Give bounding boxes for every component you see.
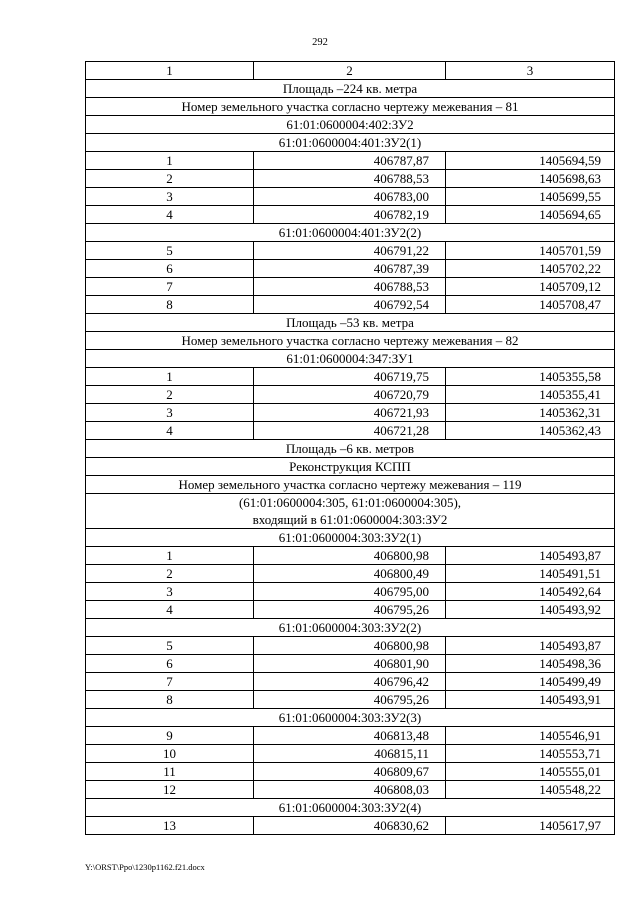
y-coordinate-cell: 1405493,87	[446, 637, 615, 655]
y-coordinate-cell: 1405694,65	[446, 206, 615, 224]
point-number-cell: 7	[86, 278, 254, 296]
table-row	[86, 260, 615, 278]
table-row	[86, 745, 615, 763]
table-row	[86, 763, 615, 781]
section-heading-row	[86, 440, 615, 458]
page-number: 292	[312, 37, 328, 48]
x-coordinate-cell: 406787,87	[254, 152, 446, 170]
x-coordinate-cell: 406795,26	[254, 601, 446, 619]
section-heading-cell: Номер земельного участка согласно чертежу межевания – 81	[86, 98, 615, 116]
point-number-cell: 4	[86, 601, 254, 619]
y-coordinate-cell: 1405492,64	[446, 583, 615, 601]
point-number-cell: 8	[86, 296, 254, 314]
y-coordinate-cell: 1405548,22	[446, 781, 615, 799]
coordinates-table	[85, 61, 615, 835]
x-coordinate-cell: 406788,53	[254, 278, 446, 296]
point-number-cell: 2	[86, 386, 254, 404]
x-coordinate-cell: 406721,93	[254, 404, 446, 422]
x-coordinate-cell: 406813,48	[254, 727, 446, 745]
point-number-cell: 6	[86, 260, 254, 278]
y-coordinate-cell: 1405362,31	[446, 404, 615, 422]
section-heading-cell: Реконструкция КСПП	[86, 458, 615, 476]
table-row	[86, 691, 615, 709]
section-heading-row	[86, 224, 615, 242]
x-coordinate-cell: 406801,90	[254, 655, 446, 673]
column-header-3: 3	[446, 62, 615, 80]
point-number-cell: 7	[86, 673, 254, 691]
section-heading-row	[86, 116, 615, 134]
point-number-cell: 1	[86, 152, 254, 170]
section-heading-row	[86, 709, 615, 727]
x-coordinate-cell: 406792,54	[254, 296, 446, 314]
section-heading-cell: 61:01:0600004:401:ЗУ2(2)	[86, 224, 615, 242]
y-coordinate-cell: 1405355,41	[446, 386, 615, 404]
y-coordinate-cell: 1405499,49	[446, 673, 615, 691]
table-row	[86, 152, 615, 170]
table-row	[86, 206, 615, 224]
section-heading-row	[86, 332, 615, 350]
y-coordinate-cell: 1405546,91	[446, 727, 615, 745]
section-heading-row	[86, 80, 615, 98]
section-heading-cell: Площадь –224 кв. метра	[86, 80, 615, 98]
table-row	[86, 547, 615, 565]
section-heading-cell: 61:01:0600004:303:ЗУ2(4)	[86, 799, 615, 817]
y-coordinate-cell: 1405362,43	[446, 422, 615, 440]
point-number-cell: 6	[86, 655, 254, 673]
section-heading-row	[86, 314, 615, 332]
point-number-cell: 5	[86, 242, 254, 260]
point-number-cell: 1	[86, 547, 254, 565]
section-heading-cell: 61:01:0600004:303:ЗУ2(3)	[86, 709, 615, 727]
y-coordinate-cell: 1405701,59	[446, 242, 615, 260]
table-row	[86, 188, 615, 206]
x-coordinate-cell: 406808,03	[254, 781, 446, 799]
table-row	[86, 242, 615, 260]
table-row	[86, 386, 615, 404]
section-heading-cell: 61:01:0600004:303:ЗУ2(2)	[86, 619, 615, 637]
y-coordinate-cell: 1405493,92	[446, 601, 615, 619]
point-number-cell: 13	[86, 817, 254, 835]
section-heading-row	[86, 529, 615, 547]
point-number-cell: 12	[86, 781, 254, 799]
x-coordinate-cell: 406795,00	[254, 583, 446, 601]
table-row	[86, 673, 615, 691]
table-row	[86, 278, 615, 296]
table-row	[86, 404, 615, 422]
column-header-1: 1	[86, 62, 254, 80]
point-number-cell: 1	[86, 368, 254, 386]
table-row	[86, 583, 615, 601]
y-coordinate-cell: 1405708,47	[446, 296, 615, 314]
section-heading-cell: 61:01:0600004:303:ЗУ2(1)	[86, 529, 615, 547]
point-number-cell: 4	[86, 206, 254, 224]
x-coordinate-cell: 406783,00	[254, 188, 446, 206]
column-header-2: 2	[254, 62, 446, 80]
section-heading-cell: Площадь –53 кв. метра	[86, 314, 615, 332]
table-row	[86, 368, 615, 386]
section-heading-row	[86, 458, 615, 476]
x-coordinate-cell: 406791,22	[254, 242, 446, 260]
point-number-cell: 3	[86, 583, 254, 601]
table-row	[86, 727, 615, 745]
x-coordinate-cell: 406795,26	[254, 691, 446, 709]
section-heading-line-2: входящий в 61:01:0600004:303:ЗУ2	[252, 512, 448, 527]
section-heading-cell: Номер земельного участка согласно чертежу межевания – 82	[86, 332, 615, 350]
point-number-cell: 3	[86, 404, 254, 422]
x-coordinate-cell: 406800,49	[254, 565, 446, 583]
x-coordinate-cell: 406796,42	[254, 673, 446, 691]
y-coordinate-cell: 1405493,91	[446, 691, 615, 709]
x-coordinate-cell: 406800,98	[254, 547, 446, 565]
table-row	[86, 655, 615, 673]
table-row	[86, 565, 615, 583]
section-heading-row	[86, 350, 615, 368]
section-heading-cell: 61:01:0600004:402:ЗУ2	[86, 116, 615, 134]
section-heading-row	[86, 494, 615, 529]
y-coordinate-cell: 1405491,51	[446, 565, 615, 583]
section-heading-line-1: (61:01:0600004:305, 61:01:0600004:305),	[238, 495, 462, 510]
section-heading-row	[86, 799, 615, 817]
y-coordinate-cell: 1405498,36	[446, 655, 615, 673]
point-number-cell: 8	[86, 691, 254, 709]
y-coordinate-cell: 1405702,22	[446, 260, 615, 278]
y-coordinate-cell: 1405493,87	[446, 547, 615, 565]
section-heading-cell: 61:01:0600004:347:ЗУ1	[86, 350, 615, 368]
y-coordinate-cell: 1405555,01	[446, 763, 615, 781]
x-coordinate-cell: 406788,53	[254, 170, 446, 188]
table-row	[86, 817, 615, 835]
point-number-cell: 3	[86, 188, 254, 206]
y-coordinate-cell: 1405694,59	[446, 152, 615, 170]
y-coordinate-cell: 1405355,58	[446, 368, 615, 386]
x-coordinate-cell: 406787,39	[254, 260, 446, 278]
table-row	[86, 601, 615, 619]
point-number-cell: 2	[86, 170, 254, 188]
point-number-cell: 2	[86, 565, 254, 583]
section-heading-cell: 61:01:0600004:401:ЗУ2(1)	[86, 134, 615, 152]
y-coordinate-cell: 1405709,12	[446, 278, 615, 296]
y-coordinate-cell: 1405698,63	[446, 170, 615, 188]
section-heading-row	[86, 134, 615, 152]
table-row	[86, 637, 615, 655]
x-coordinate-cell: 406719,75	[254, 368, 446, 386]
section-heading-row	[86, 98, 615, 116]
file-path-footer: Y:\ORST\Ppo\1230p1162.f21.docx	[85, 862, 205, 872]
table-row	[86, 422, 615, 440]
y-coordinate-cell: 1405699,55	[446, 188, 615, 206]
x-coordinate-cell: 406720,79	[254, 386, 446, 404]
point-number-cell: 11	[86, 763, 254, 781]
point-number-cell: 4	[86, 422, 254, 440]
section-heading-row	[86, 619, 615, 637]
point-number-cell: 10	[86, 745, 254, 763]
x-coordinate-cell: 406782,19	[254, 206, 446, 224]
x-coordinate-cell: 406830,62	[254, 817, 446, 835]
point-number-cell: 5	[86, 637, 254, 655]
x-coordinate-cell: 406815,11	[254, 745, 446, 763]
section-heading-cell	[86, 494, 615, 529]
table-row	[86, 296, 615, 314]
coordinates-table-body	[86, 62, 615, 835]
x-coordinate-cell: 406809,67	[254, 763, 446, 781]
x-coordinate-cell: 406800,98	[254, 637, 446, 655]
y-coordinate-cell: 1405617,97	[446, 817, 615, 835]
section-heading-cell: Площадь –6 кв. метров	[86, 440, 615, 458]
y-coordinate-cell: 1405553,71	[446, 745, 615, 763]
table-row	[86, 781, 615, 799]
x-coordinate-cell: 406721,28	[254, 422, 446, 440]
coordinates-table-container	[85, 61, 614, 835]
table-row	[86, 170, 615, 188]
section-heading-cell: Номер земельного участка согласно чертежу межевания – 119	[86, 476, 615, 494]
section-heading-row	[86, 476, 615, 494]
point-number-cell: 9	[86, 727, 254, 745]
table-header-row	[86, 62, 615, 80]
